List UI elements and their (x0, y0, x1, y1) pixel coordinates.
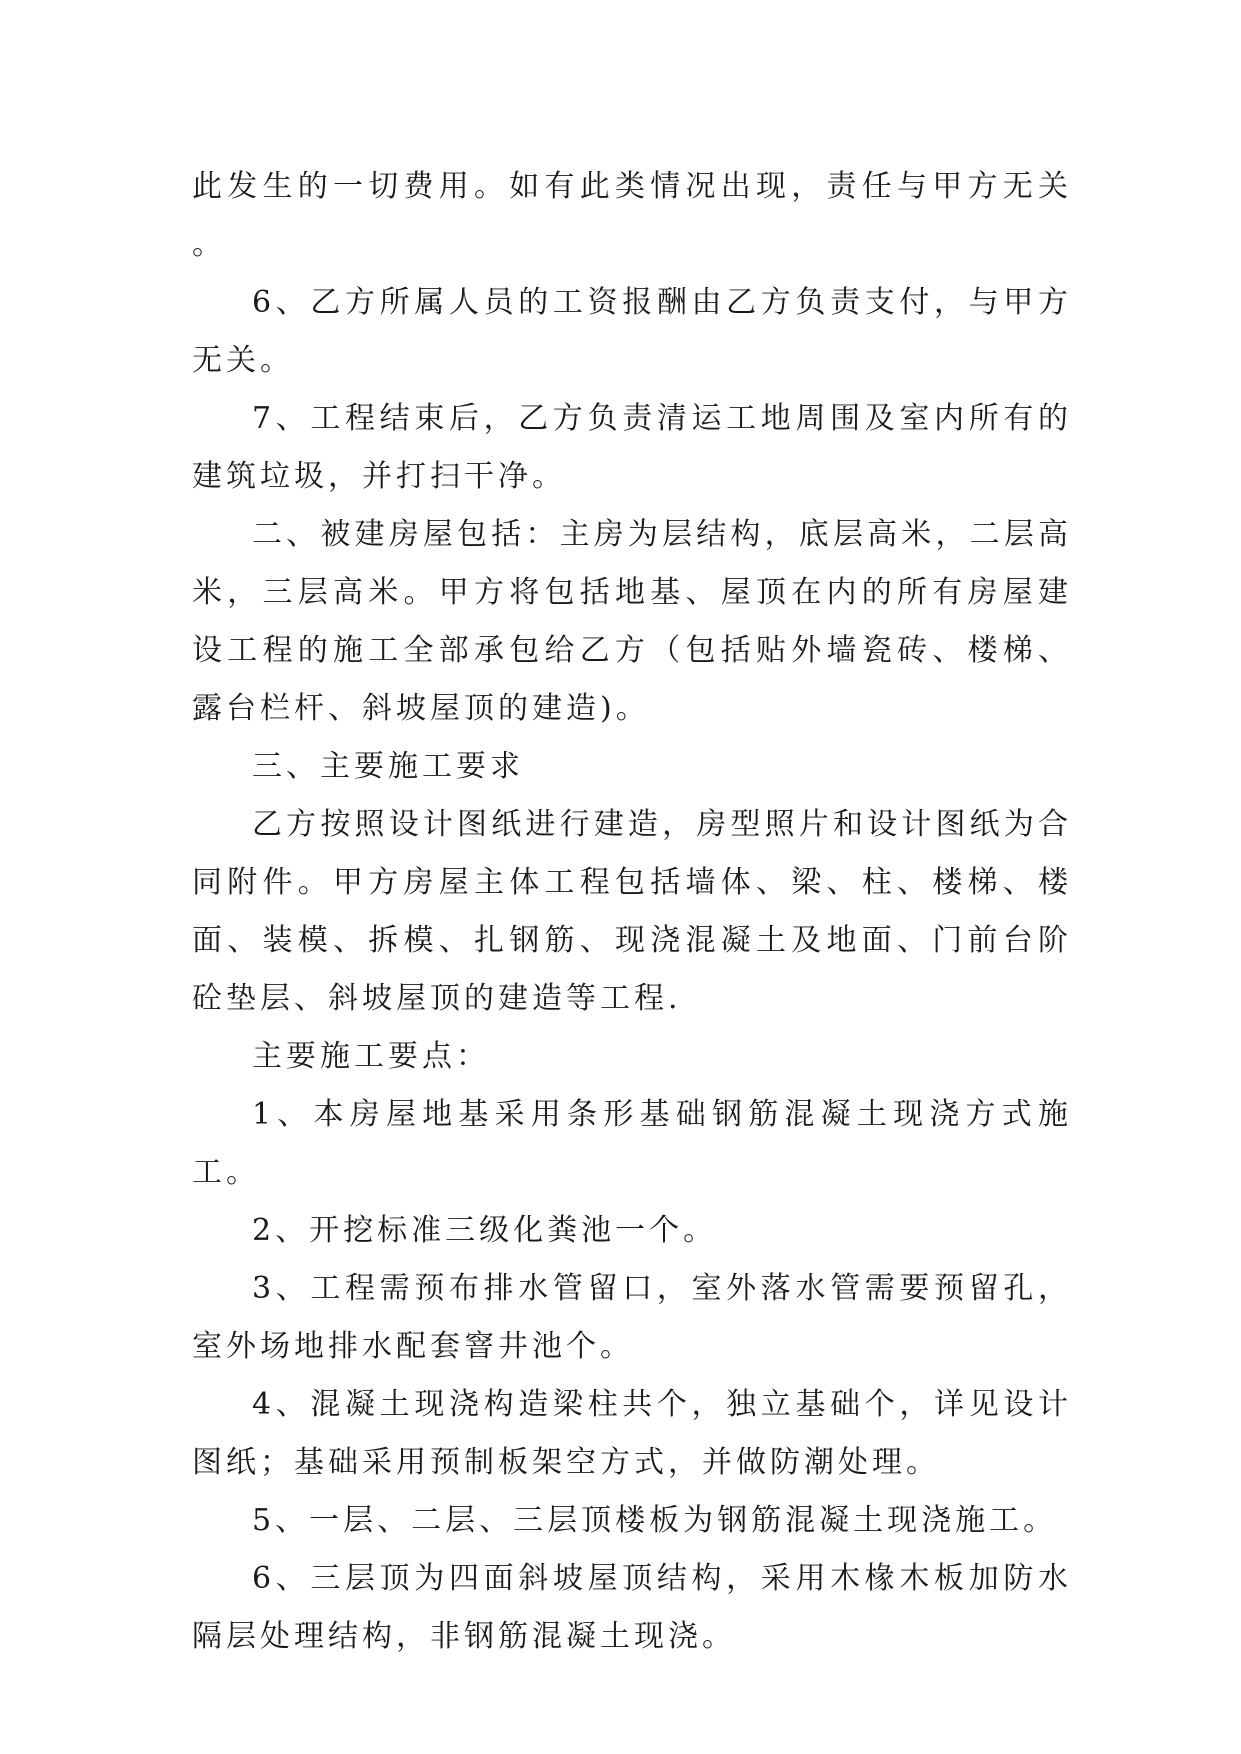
section-heading-3-requirements: 三、主要施工要求 (252, 749, 524, 784)
paragraph-continuation: 此发生的一切费用。如有此类情况出现，责任与甲方无关 。 (192, 169, 1072, 262)
paragraph-point-2-septic: 2、开挖标准三级化粪池一个。 (252, 1213, 718, 1248)
paragraph-point-4-beams: 4、混凝土现浇构造梁柱共个，独立基础个，详见设计图纸；基础采用预制板架空方式，并做防潮处理。 (192, 1387, 1072, 1480)
paragraph-section-2-house-scope: 二、被建房屋包括：主房为层结构，底层高米，二层高米，三层高米。甲方将包括地基、屋顶在内的所有房屋建设工程的施工全部承包给乙方（包括贴外墙瓷砖、楼梯、露台栏杆、斜坡屋顶的建造)。 (192, 517, 1072, 726)
paragraph-item-7-cleanup: 7、工程结束后，乙方负责清运工地周围及室内所有的建筑垃圾，并打扫干净。 (192, 401, 1072, 494)
document-body (192, 158, 1072, 1666)
paragraph-item-6-wages: 6、乙方所属人员的工资报酬由乙方负责支付，与甲方无关。 (192, 285, 1072, 378)
subheading-key-points: 主要施工要点： (252, 1039, 490, 1074)
paragraph-point-5-floor-slabs: 5、一层、二层、三层顶楼板为钢筋混凝土现浇施工。 (252, 1503, 1058, 1538)
paragraph-point-3-drainage: 3、工程需预布排水管留口，室外落水管需要预留孔，室外场地排水配套窨井池个。 (192, 1271, 1072, 1364)
paragraph-design-drawings: 乙方按照设计图纸进行建造，房型照片和设计图纸为合同附件。甲方房屋主体工程包括墙体、梁、柱、楼梯、楼面、装模、拆模、扎钢筋、现浇混凝土及地面、门前台阶砼垫层、斜坡屋顶的建造等工程. (192, 807, 1072, 1016)
paragraph-point-1-foundation: 1、本房屋地基采用条形基础钢筋混凝土现浇方式施工。 (192, 1097, 1072, 1190)
paragraph-point-6-roof: 6、三层顶为四面斜坡屋顶结构，采用木椽木板加防水隔层处理结构，非钢筋混凝土现浇。 (192, 1561, 1072, 1654)
